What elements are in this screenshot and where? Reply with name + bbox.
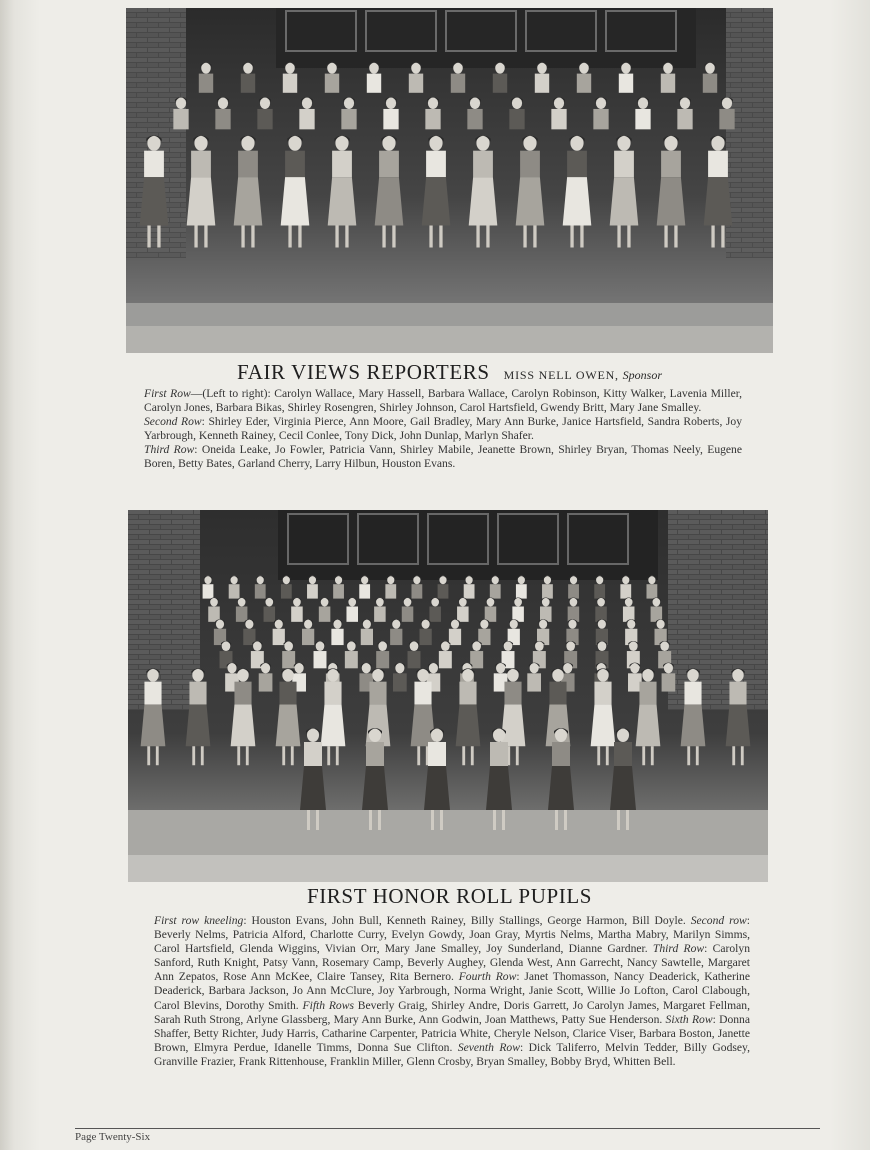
row-separator: : [712, 1012, 716, 1026]
row-separator: —(Left to right): [190, 387, 271, 400]
row-names: Dick Taliferro, Melvin Tedder, Billy Godsey, Granville Frazier, Frank Rittenhouse, Franklin Miller, Glenn Crosby, Bryan Smalley, Bobby Bryd, Whitten Bell. [154, 1040, 750, 1068]
row-label: Second row [690, 914, 747, 927]
reporters-names [144, 387, 742, 472]
row-names: Beverly Nelms, Patricia Alford, Charlotte Curry, Evelyn Gowdy, Joan Gray, Myrtis Nelms, Martha Mabry, Marilyn Simms, Carol Hartsfield, Glenda Wiggins, Vivian Orr, Mary Jane Smalley, Joy Sunderland, Dianne Gardner. [154, 928, 750, 956]
row-label: Fourth Row [458, 970, 517, 984]
row-label: Sixth Row [665, 1012, 713, 1026]
honor-roll-title: FIRST HONOR ROLL PUPILS [306, 884, 593, 908]
row-separator: : [243, 914, 247, 927]
row-label: Fifth Rows [302, 998, 354, 1012]
row-label: Third Row [144, 443, 195, 457]
row-label: Seventh Row [457, 1040, 520, 1054]
row-label: Third Row [652, 942, 705, 956]
sponsor-name: MISS NELL OWEN, [503, 368, 619, 382]
reporters-caption-title [126, 360, 773, 385]
row-names: Carolyn Wallace, Mary Hassell, Barbara Wallace, Carolyn Robinson, Kitty Walker, Lavenia Miller, Carolyn Jones, Barbara Bikas, Shirley Rosengren, Shirley Johnson, Carol Hartsfield, Gwendy Britt, Mary Jane Smalley. [144, 387, 743, 415]
row-names: Houston Evans, John Bull, Kenneth Rainey, Billy Stallings, George Harmon, Bill Doyle. [251, 914, 686, 927]
row-names: Carolyn Sanford, Ruth Knight, Patsy Vann, Rosemary Camp, Beverly Aughey, Glenda West, Ann Garrecht, Nancy Sawtelle, Margaret Ann Zepatos, Rose Ann McKee, Claire Tansey, Rita Bernero. [154, 942, 750, 984]
sponsor-line [504, 368, 662, 382]
row-separator: : [746, 914, 751, 927]
row-separator: : [201, 415, 205, 429]
row-names: Shirley Eder, Virginia Pierce, Ann Moore, Gail Bradley, Mary Ann Burke, Janice Hartsfield, Sandra Roberts, Joy Yarbrough, Kenneth Rainey, Cecil Conlee, Tony Dick, John Dunlap, Marlyn Shafer. [144, 415, 742, 443]
row-separator: : [194, 443, 198, 457]
reporters-title: FAIR VIEWS REPORTERS [236, 360, 490, 384]
honor-roll-group-photo [128, 510, 768, 882]
row-separator: : [516, 970, 520, 984]
row-label: First row kneeling [154, 914, 244, 927]
row-names: Janet Thomasson, Nancy Deaderick, Katherine Deaderick, Barbara Jackson, Jo Ann McClure, Joy Yarbrough, Norma Wright, Janie Scott, Willie Jo Lofton, Carol Clabough, Carol Blevins, Dorothy Smith. [154, 970, 750, 1012]
footer-rule [75, 1128, 820, 1129]
row-label: Second Row [144, 415, 202, 429]
row-names: Beverly Graig, Shirley Andre, Doris Garrett, Jo Carolyn James, Margaret Fellman, Sarah Ruth Strong, Arlyne Glassberg, Mary Ann Burke, Ann Godwin, Joan Matthews, Patty Sue Henderson. [154, 998, 750, 1026]
row-label: First Row [144, 387, 191, 400]
row-names: Donna Shaffer, Betty Richter, Judy Harris, Catharine Carpenter, Patricia White, Cheryle Nelson, Clarice Viser, Barbara Boston, Janette Brown, Elmyra Perdue, Idanelle Timms, Donna Sue Clifton. [154, 1012, 750, 1054]
row-names: Oneida Leake, Jo Fowler, Patricia Vann, Shirley Mabile, Jeanette Brown, Shirley Bryan, Thomas Neely, Eugene Boren, Betty Bates, Garland Cherry, Larry Hilbun, Houston Evans. [144, 443, 742, 471]
row-separator: : [519, 1040, 524, 1054]
reporters-group-photo [126, 8, 773, 353]
page-number: Page Twenty-Six [75, 1131, 151, 1143]
honor-roll-caption-title [126, 884, 773, 909]
honor-roll-names [154, 914, 750, 1069]
row-separator: : [704, 942, 708, 956]
sponsor-label: Sponsor [622, 368, 663, 382]
